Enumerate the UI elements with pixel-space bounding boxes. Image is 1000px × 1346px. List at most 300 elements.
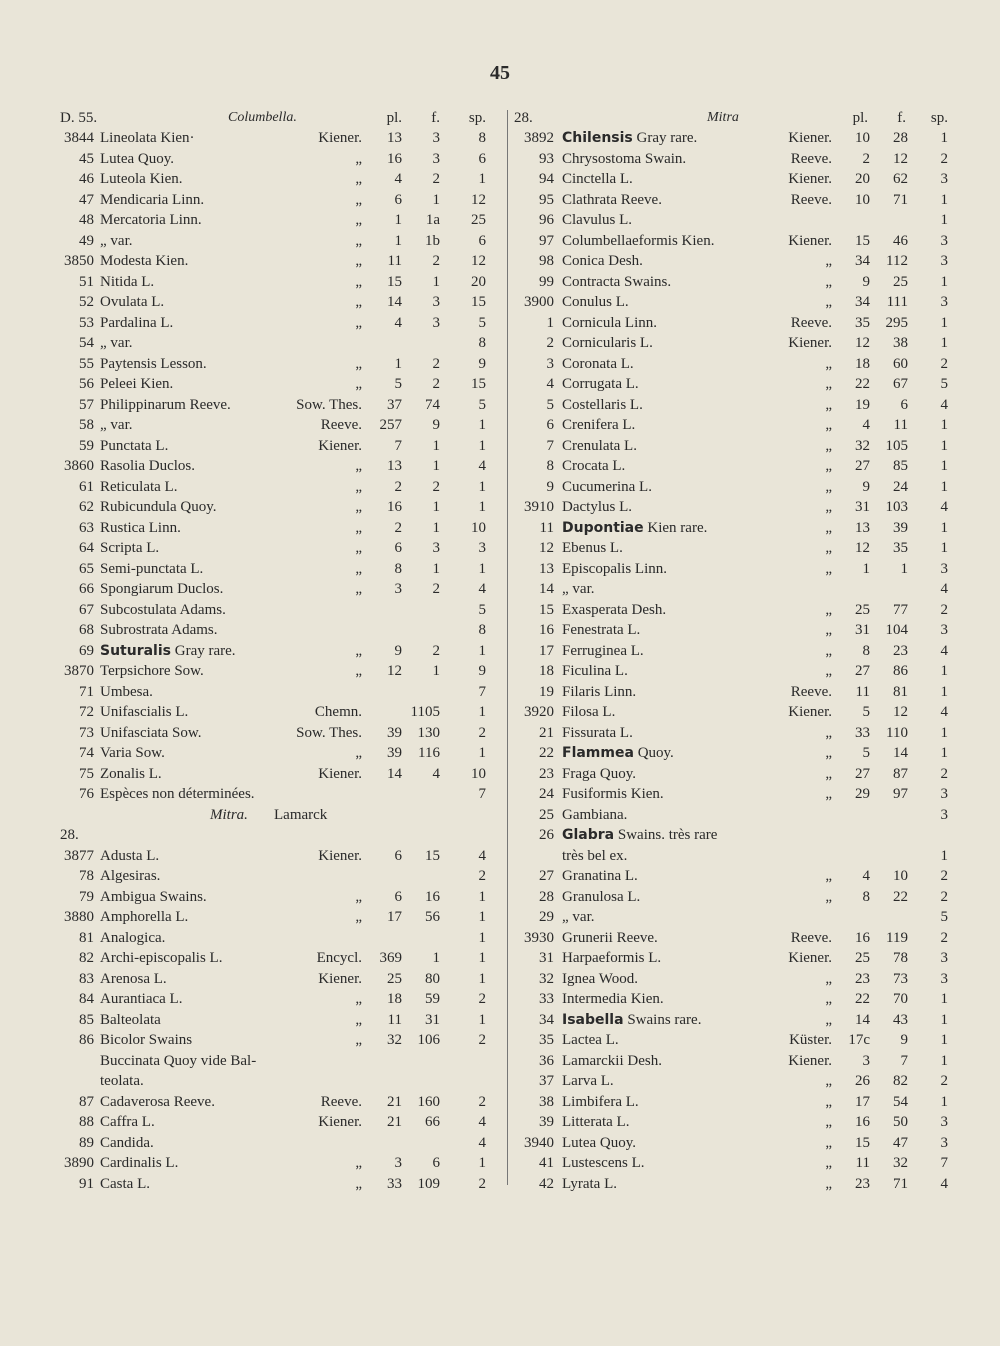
- figure-number: 73: [893, 970, 908, 987]
- reference-author: Kiener.: [318, 437, 362, 454]
- species-name: [100, 251, 188, 272]
- reference-author: „: [355, 355, 362, 372]
- figure-number: 66: [425, 1114, 440, 1130]
- entry-number: 31: [539, 950, 554, 966]
- reference-author: Kiener.: [318, 1114, 362, 1130]
- reference-author: „: [355, 663, 362, 679]
- figure-number: 6: [432, 1155, 440, 1171]
- table-row: [60, 846, 492, 867]
- specimen-count: 1: [940, 335, 948, 351]
- reference-author: „: [355, 478, 362, 495]
- specimen-count: 1: [478, 437, 486, 454]
- entry-number: 6: [546, 417, 554, 433]
- plate-number: 39: [387, 745, 402, 761]
- plate-number: 11: [855, 683, 870, 700]
- entry-number: 39: [539, 1114, 554, 1130]
- reference-author: Kiener.: [788, 704, 832, 720]
- specimen-count: 10: [471, 765, 486, 782]
- plate-number: 16: [855, 1114, 870, 1130]
- entry-number: 21: [539, 724, 554, 741]
- specimen-count: 2: [478, 724, 486, 741]
- entry-number: 78: [79, 868, 94, 884]
- figure-number: 35: [893, 540, 908, 556]
- entry-number: 9: [546, 478, 554, 495]
- species-name-text: Lutea Quoy.: [100, 150, 175, 167]
- specimen-count: 4: [940, 581, 948, 597]
- species-name: [562, 948, 661, 969]
- plate-number: 14: [387, 294, 402, 310]
- entry-number: 3870: [64, 663, 94, 679]
- table-row: [60, 374, 492, 395]
- species-name-text: Scripta L.: [100, 540, 160, 556]
- reference-author: Encycl.: [316, 950, 362, 966]
- specimen-count: 5: [478, 601, 486, 618]
- table-row: [514, 395, 952, 416]
- entry-number: 79: [79, 888, 94, 905]
- reference-author: „: [355, 519, 362, 536]
- species-name: [562, 395, 643, 416]
- plate-number: 2: [862, 150, 870, 167]
- specimen-count: 3: [940, 806, 948, 823]
- figure-number: 16: [425, 888, 440, 905]
- table-row: [60, 1133, 492, 1154]
- entry-number: 5: [546, 396, 554, 413]
- plate-number: 6: [394, 888, 402, 905]
- figure-number: 4: [432, 765, 440, 782]
- figure-number: 130: [417, 724, 440, 741]
- left-rows-mitra: [60, 846, 492, 1195]
- species-name: [562, 1010, 701, 1031]
- specimen-count: 2: [478, 1175, 486, 1192]
- species-name: [562, 1030, 619, 1051]
- plate-number: 23: [855, 970, 870, 987]
- species-name: [100, 456, 195, 477]
- species-name: [562, 743, 674, 764]
- entry-number: 1: [546, 314, 554, 331]
- genus-number-header: 28.: [514, 110, 533, 126]
- species-name-text: Fissurata L.: [562, 724, 633, 741]
- table-row: [514, 128, 952, 149]
- plate-number: 17: [387, 909, 402, 925]
- species-name: [100, 743, 165, 764]
- plate-number: 10: [855, 130, 870, 146]
- specimen-count: 2: [940, 1073, 948, 1089]
- specimen-count: 12: [471, 191, 486, 208]
- page-number: 45: [490, 62, 510, 84]
- table-row: [60, 538, 492, 559]
- entry-number: 97: [539, 232, 554, 249]
- specimen-count: 3: [940, 294, 948, 310]
- specimen-count: 1: [940, 314, 948, 331]
- specimen-count: 25: [471, 212, 486, 228]
- reference-author: „: [825, 458, 832, 474]
- species-name: [562, 641, 644, 662]
- reference-author: „: [355, 991, 362, 1007]
- figure-number: 2: [432, 478, 440, 495]
- entry-number: 32: [539, 970, 554, 987]
- table-row: [514, 1112, 952, 1133]
- table-row: [514, 866, 952, 887]
- plate-column-header: pl.: [852, 110, 868, 126]
- specimen-count: 2: [940, 601, 948, 618]
- plate-number: 12: [855, 335, 870, 351]
- reference-author: „: [825, 1114, 832, 1130]
- species-name-text: Granulosa L.: [562, 888, 641, 905]
- reference-author: „: [355, 150, 362, 167]
- plate-number: 6: [394, 847, 402, 864]
- species-name: [562, 149, 686, 170]
- table-row: [514, 928, 952, 949]
- reference-author: „: [825, 601, 832, 618]
- species-name: [100, 1051, 256, 1072]
- species-name: [100, 907, 188, 928]
- plate-number: 32: [855, 437, 870, 454]
- species-name-text: Modesta Kien.: [100, 253, 189, 269]
- plate-number: 11: [855, 1155, 870, 1171]
- species-name: [562, 272, 671, 293]
- specimen-count: 4: [940, 704, 948, 720]
- species-name-text: Swains. très rare: [614, 827, 718, 843]
- reference-author: „: [355, 540, 362, 556]
- table-row: [60, 948, 492, 969]
- specimen-count: 3: [940, 232, 948, 249]
- figure-number: 31: [425, 1011, 440, 1028]
- figure-number: 60: [893, 355, 908, 372]
- species-name-text: Nitida L.: [100, 273, 155, 290]
- species-name: [562, 825, 717, 846]
- figure-number: 3: [432, 150, 440, 167]
- figure-number: 86: [893, 663, 908, 679]
- plate-number: 15: [855, 1134, 870, 1151]
- reference-author: Sow. Thes.: [296, 396, 362, 413]
- species-name-text: Harpaeformis L.: [562, 950, 662, 966]
- table-row: [60, 1010, 492, 1031]
- reference-author: „: [355, 745, 362, 761]
- table-row: [60, 907, 492, 928]
- entry-number: 86: [79, 1032, 94, 1048]
- figure-number: 103: [885, 499, 908, 515]
- table-row: [60, 887, 492, 908]
- species-name-text: Litterata L.: [562, 1114, 630, 1130]
- plate-number: 20: [855, 171, 870, 187]
- plate-number: 13: [387, 130, 402, 146]
- specimen-count: 5: [940, 909, 948, 925]
- entry-number: 76: [79, 786, 94, 802]
- table-row: [514, 641, 952, 662]
- species-name: [100, 395, 231, 416]
- species-name-text: Lineolata Kien·: [100, 130, 195, 146]
- plate-number: 257: [379, 417, 402, 433]
- table-row: [514, 374, 952, 395]
- specimen-count: 4: [478, 1134, 486, 1151]
- figure-number: 1: [432, 437, 440, 454]
- specimen-count: 1: [478, 1155, 486, 1171]
- table-row: [60, 1030, 492, 1051]
- entry-number: 96: [539, 212, 554, 228]
- species-name-text: Conulus L.: [562, 294, 629, 310]
- species-name-highlight: Isabella: [562, 1011, 624, 1028]
- reference-author: Kiener.: [788, 130, 832, 146]
- specimen-count: 8: [478, 622, 486, 638]
- specimen-count: 1: [478, 171, 486, 187]
- table-row: [60, 251, 492, 272]
- species-name: [562, 866, 638, 887]
- species-name-text: Swains rare.: [623, 1011, 702, 1028]
- species-name: [562, 231, 714, 252]
- species-name-text: Paytensis Lesson.: [100, 355, 207, 372]
- entry-number: 62: [79, 499, 94, 515]
- figure-number: 22: [893, 888, 908, 905]
- species-name-text: Archi-episcopalis L.: [100, 950, 223, 966]
- figure-number: 9: [900, 1032, 908, 1048]
- specimen-count: 7: [478, 683, 486, 700]
- plate-number: 27: [855, 765, 870, 782]
- species-name-text: Cucumerina L.: [562, 478, 652, 495]
- reference-author: „: [825, 437, 832, 454]
- table-row: [514, 559, 952, 580]
- entry-number: 15: [539, 601, 554, 618]
- table-row: [60, 1051, 492, 1072]
- species-name-highlight: Flammea: [562, 745, 634, 761]
- figure-number: 9: [432, 417, 440, 433]
- species-name-text: Gray rare.: [171, 642, 236, 659]
- entry-number: 85: [79, 1011, 94, 1028]
- species-name-text: Candida.: [100, 1134, 154, 1151]
- reference-author: „: [825, 499, 832, 515]
- figure-number: 295: [885, 314, 908, 331]
- table-row: [60, 415, 492, 436]
- species-name-text: Semi-punctata L.: [100, 560, 204, 577]
- species-name: [562, 600, 666, 621]
- plate-number: 3: [862, 1052, 870, 1069]
- entry-number: 29: [539, 909, 554, 925]
- specimen-count: 8: [478, 335, 486, 351]
- specimen-count: 1: [940, 847, 948, 864]
- reference-author: „: [355, 1011, 362, 1028]
- table-row: [60, 866, 492, 887]
- entry-number: 57: [79, 396, 94, 413]
- specimen-count: 3: [940, 950, 948, 966]
- specimen-count: 4: [478, 847, 486, 864]
- plate-number: 1: [394, 212, 402, 228]
- figure-number: 1105: [410, 704, 440, 720]
- plate-number: 5: [862, 745, 870, 761]
- entry-number: 3890: [64, 1155, 94, 1171]
- figure-number: 43: [893, 1011, 908, 1028]
- table-row: [514, 805, 952, 826]
- table-row: [60, 600, 492, 621]
- figure-number: 3: [432, 314, 440, 331]
- genus-title-columbella: Columbella.: [228, 110, 297, 125]
- table-row: [514, 231, 952, 252]
- reference-author: „: [355, 376, 362, 392]
- specimen-count: 1: [478, 970, 486, 987]
- reference-author: „: [825, 1155, 832, 1171]
- specimen-count: 1: [940, 519, 948, 536]
- reference-author: Reeve.: [790, 683, 832, 700]
- species-name-text: Dactylus L.: [562, 499, 632, 515]
- reference-author: Kiener.: [788, 171, 832, 187]
- reference-author: „: [355, 1032, 362, 1048]
- species-name-text: Reticulata L.: [100, 478, 178, 495]
- specimen-count: 1: [940, 478, 948, 495]
- entry-number: 46: [79, 171, 94, 187]
- table-row: [60, 641, 492, 662]
- plate-number: 9: [394, 642, 402, 659]
- specimen-count: 2: [940, 868, 948, 884]
- reference-author: „: [825, 1175, 832, 1192]
- figure-number: 7: [900, 1052, 908, 1069]
- species-name-text: Subcostulata Adams.: [100, 601, 226, 618]
- specimen-count: 2: [478, 991, 486, 1007]
- specimen-count: 1: [478, 888, 486, 905]
- table-row: [514, 1071, 952, 1092]
- left-column-header: [60, 110, 492, 128]
- entry-number: 65: [79, 560, 94, 577]
- figure-number: 160: [417, 1093, 440, 1110]
- figure-number: 1: [432, 458, 440, 474]
- specimen-count: 1: [940, 1032, 948, 1048]
- table-row: [514, 702, 952, 723]
- table-row: [514, 825, 952, 846]
- species-name-text: Luteola Kien.: [100, 171, 183, 187]
- plate-number: 25: [855, 950, 870, 966]
- specimen-count: 2: [940, 929, 948, 946]
- entry-number: 72: [79, 704, 94, 720]
- specimen-count: 1: [940, 273, 948, 290]
- reference-author: „: [355, 212, 362, 228]
- entry-number: 47: [79, 191, 94, 208]
- species-name: [562, 887, 640, 908]
- entry-number: 3930: [524, 929, 554, 946]
- species-name: [100, 661, 204, 682]
- plate-number: 15: [387, 273, 402, 290]
- figure-number: 71: [893, 1175, 908, 1192]
- species-name-text: Casta L.: [100, 1175, 150, 1192]
- plate-number: 3: [394, 581, 402, 597]
- entry-number: 12: [539, 540, 554, 556]
- plate-number: 1: [394, 232, 402, 249]
- right-column: [514, 110, 952, 1194]
- entry-number: 26: [539, 827, 554, 843]
- entry-number: 53: [79, 314, 94, 331]
- figure-number: 12: [893, 150, 908, 167]
- specimen-count: 9: [478, 663, 486, 679]
- species-name: [562, 1071, 614, 1092]
- species-name: [562, 1051, 662, 1072]
- species-name: [100, 292, 164, 313]
- reference-author: „: [355, 273, 362, 290]
- table-row: [60, 210, 492, 231]
- plate-number: 3: [394, 1155, 402, 1171]
- figure-number: 105: [885, 437, 908, 454]
- plate-number: 4: [862, 417, 870, 433]
- plate-number: 14: [387, 765, 402, 782]
- species-name: [100, 764, 162, 785]
- species-name: [562, 1133, 636, 1154]
- species-name-text: Philippinarum Reeve.: [100, 396, 231, 413]
- table-row: [60, 231, 492, 252]
- species-name: [562, 620, 640, 641]
- table-row: [60, 292, 492, 313]
- species-name-text: Lyrata L.: [562, 1175, 617, 1192]
- plate-number: 8: [862, 888, 870, 905]
- species-name-text: „ var.: [562, 581, 595, 597]
- table-row: [514, 682, 952, 703]
- species-name-text: Amphorella L.: [100, 909, 189, 925]
- species-name-text: Crocata L.: [562, 458, 626, 474]
- specimen-count: 4: [940, 396, 948, 413]
- table-row: [60, 702, 492, 723]
- figure-number: 59: [425, 991, 440, 1007]
- table-row: [514, 169, 952, 190]
- entry-number: 33: [539, 991, 554, 1007]
- plate-number: 4: [862, 868, 870, 884]
- species-name-text: Fusiformis Kien.: [562, 786, 664, 802]
- reference-author: Kiener.: [318, 847, 362, 864]
- figure-number: 12: [893, 704, 908, 720]
- entry-number: 49: [79, 232, 94, 249]
- species-name-text: „ var.: [100, 335, 133, 351]
- plate-number: 27: [855, 663, 870, 679]
- species-name-text: Filaris Linn.: [562, 683, 637, 700]
- figure-number: 1: [432, 663, 440, 679]
- species-name: [562, 805, 627, 826]
- reference-author: Kiener.: [788, 232, 832, 249]
- species-name-text: Contracta Swains.: [562, 273, 672, 290]
- figure-number: 3: [432, 540, 440, 556]
- species-name: [100, 333, 132, 354]
- reference-author: Sow. Thes.: [296, 724, 362, 741]
- species-name: [562, 969, 638, 990]
- table-row: [60, 682, 492, 703]
- reference-author: „: [355, 560, 362, 577]
- entry-number: 18: [539, 663, 554, 679]
- entry-number: 54: [79, 335, 94, 351]
- reference-author: „: [825, 355, 832, 372]
- specimen-count: 2: [478, 1032, 486, 1048]
- figure-number: 71: [893, 191, 908, 208]
- species-name: [100, 702, 188, 723]
- table-row: [60, 456, 492, 477]
- specimen-count: 2: [478, 1093, 486, 1110]
- specimen-count: 1: [478, 909, 486, 925]
- table-row: [60, 928, 492, 949]
- reference-author: „: [355, 191, 362, 208]
- species-name: [562, 682, 636, 703]
- table-row: [514, 723, 952, 744]
- specimen-count: 1: [940, 1011, 948, 1028]
- table-row: [514, 354, 952, 375]
- species-name-text: Punctata L.: [100, 437, 169, 454]
- figure-number: 11: [893, 417, 908, 433]
- figure-number: 1: [900, 560, 908, 577]
- reference-author: „: [825, 540, 832, 556]
- species-name: [100, 989, 182, 1010]
- specimen-count: 1: [940, 191, 948, 208]
- figure-number: 1b: [425, 232, 440, 249]
- specimen-count: 9: [478, 355, 486, 372]
- species-name-text: Spongiarum Duclos.: [100, 581, 224, 597]
- species-name-text: Cornicula Linn.: [562, 314, 657, 331]
- figure-number: 70: [893, 991, 908, 1007]
- plate-number: 21: [387, 1093, 402, 1110]
- entry-number: 69: [79, 642, 94, 659]
- species-name: [100, 128, 195, 149]
- right-column-header: [514, 110, 952, 128]
- species-name: [562, 1174, 617, 1195]
- plate-number: 32: [387, 1032, 402, 1048]
